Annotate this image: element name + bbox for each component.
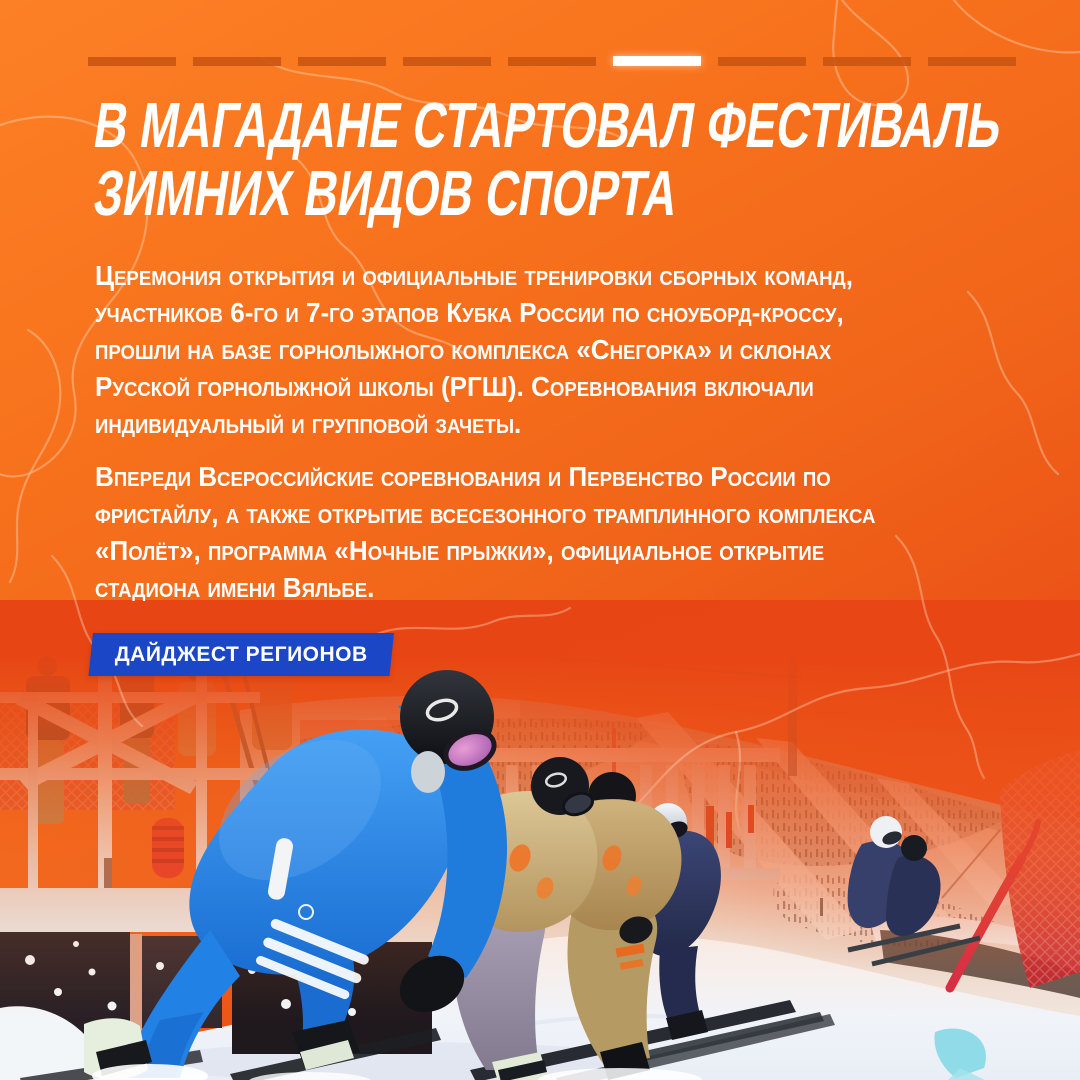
divider-dash <box>88 57 176 66</box>
page-title <box>89 89 1080 229</box>
divider-dashes <box>88 57 1016 66</box>
body-line: Русской горнолыжной школы (РГШ). Соревнования включали <box>95 371 814 402</box>
headline-line-1: В МАГАДАНЕ СТАРТОВАЛ ФЕСТИВАЛЬ <box>89 89 1007 161</box>
divider-dash <box>298 57 386 66</box>
body-line: Церемония открытия и официальные тренировки сборных команд, <box>95 260 853 291</box>
blue-racer <box>84 670 507 1079</box>
divider-dash <box>928 57 1016 66</box>
body-line: фристайлу, а также открытие всесезонного трамплинного комплекса <box>95 498 876 529</box>
body-line: участников 6-го и 7-го этапов Кубка России по сноуборд-кроссу, <box>95 297 844 328</box>
body-line: Впереди Всероссийские соревнования и Первенство России по <box>95 461 831 492</box>
divider-dash <box>823 57 911 66</box>
body-line: прошли на базе горнолыжного комплекса «Снегорка» и склонах <box>95 334 832 365</box>
divider-dash <box>508 57 596 66</box>
paragraph-1 <box>95 257 910 442</box>
badge-label: ДАЙДЖЕСТ РЕГИОНОВ <box>114 642 368 666</box>
body-line: «Полёт», программа «Ночные прыжки», официальное открытие <box>95 535 825 566</box>
badge <box>88 633 394 676</box>
paragraph-2 <box>95 458 934 606</box>
divider-dash <box>718 57 806 66</box>
divider-dash-highlight <box>613 56 701 66</box>
divider-dash <box>193 57 281 66</box>
neck-gaiter <box>411 751 445 793</box>
body-line: стадиона имени Вяльбе. <box>95 572 375 603</box>
divider-dash <box>403 57 491 66</box>
headline-line-2: ЗИМНИХ ВИДОВ СПОРТА <box>89 157 683 229</box>
body-line: индивидуальный и групповой зачеты. <box>95 408 522 439</box>
